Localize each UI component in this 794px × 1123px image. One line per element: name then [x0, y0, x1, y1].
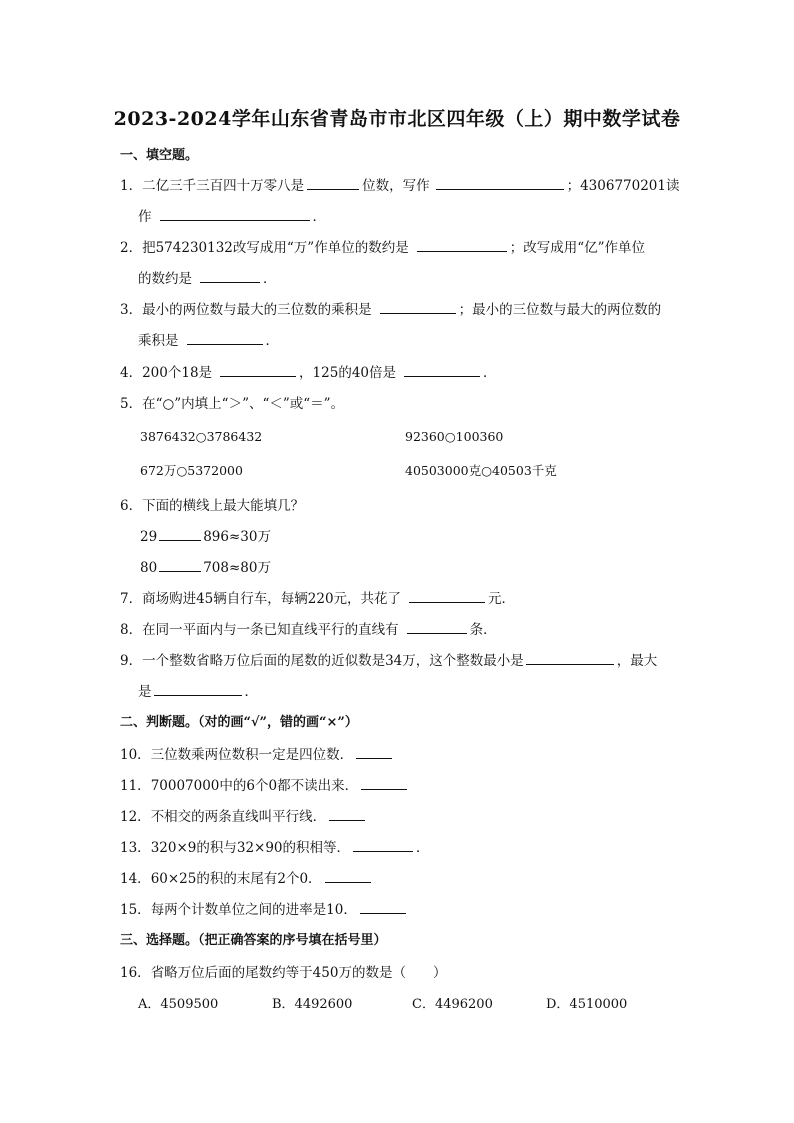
- question-text: 二亿三千三百四十万零八是: [142, 178, 305, 194]
- question-text: 每两个计数单位之间的进率是10．: [150, 902, 357, 918]
- answer-blank[interactable]: [417, 239, 507, 252]
- answer-blank[interactable]: [187, 332, 263, 345]
- approximation: 896≈30万: [203, 529, 271, 545]
- answer-blank[interactable]: [200, 270, 260, 283]
- answer-blank[interactable]: [356, 746, 392, 759]
- approximation: 708≈80万: [203, 560, 271, 576]
- question-text: 商场购进45辆自行车，每辆220元，共花了: [142, 591, 402, 607]
- question-text: 60×25的积的末尾有2个0．: [150, 871, 322, 887]
- answer-blank[interactable]: [380, 301, 456, 314]
- question-8: [120, 621, 497, 639]
- question-text: 省略万位后面的尾数约等于450万的数是（ ）: [150, 965, 447, 981]
- question-text: ．: [263, 271, 277, 287]
- question-11: [120, 777, 410, 795]
- answer-blank[interactable]: [436, 177, 564, 190]
- question-text: ．: [483, 365, 497, 381]
- question-number: 10．: [120, 747, 151, 763]
- question-number: 7．: [120, 591, 143, 607]
- question-text: 三位数乘两位数积一定是四位数．: [150, 747, 354, 763]
- question-1-line-2: [138, 208, 326, 226]
- answer-blank[interactable]: [307, 177, 359, 190]
- question-6-row-1: [140, 528, 271, 546]
- question-text: ．: [312, 209, 326, 225]
- question-number: 13．: [120, 840, 151, 856]
- question-4: [120, 364, 497, 382]
- question-7: [120, 590, 515, 608]
- section-multiple-choice-heading: 三、选择题。（把正确答案的序号填在括号里）: [120, 933, 387, 948]
- question-2-line-2: [138, 270, 277, 288]
- question-text: ；最小的三位数与最大的两位数的: [458, 302, 662, 318]
- exam-title: 2023-2024学年山东省青岛市市北区四年级（上）期中数学试卷: [113, 108, 681, 130]
- question-14: [120, 870, 374, 888]
- answer-blank[interactable]: [329, 808, 365, 821]
- question-6: [120, 497, 304, 515]
- question-number: 9．: [120, 653, 143, 669]
- question-text: 条．: [469, 622, 497, 638]
- question-text: ；4306770201读: [566, 178, 680, 194]
- question-number: 5．: [120, 396, 143, 412]
- question-text: 在“○”内填上“＞”、“＜”或“＝”。: [142, 396, 345, 412]
- question-text: 70007000中的6个0都不读出来．: [150, 778, 359, 794]
- question-text: ．: [416, 840, 430, 856]
- section-true-false-heading: 二、判断题。（对的画“√”，错的画“×”）: [120, 715, 358, 730]
- question-text: 的数约是: [138, 271, 192, 287]
- question-text: 320×9的积与32×90的积相等．: [150, 840, 351, 856]
- question-text: 最小的两位数与最大的三位数的乘积是: [142, 302, 372, 318]
- question-number: 12．: [120, 809, 151, 825]
- question-text: 元．: [488, 591, 516, 607]
- answer-blank[interactable]: [407, 621, 467, 634]
- question-text: ．: [244, 684, 258, 700]
- question-5: [120, 395, 344, 413]
- question-number: 11．: [120, 778, 151, 794]
- section-fill-in-heading: 一、填空题。: [120, 148, 199, 163]
- question-text: 200个18是: [142, 365, 213, 381]
- question-text: ，125的40倍是: [299, 365, 396, 381]
- option-c[interactable]: C．4496200: [412, 997, 493, 1012]
- question-text: ，最大: [616, 653, 658, 669]
- digit-prefix: 29: [140, 529, 158, 545]
- answer-blank[interactable]: [353, 839, 413, 852]
- question-2-line-1: [120, 239, 645, 257]
- question-text: 一个整数省略万位后面的尾数的近似数是34万，这个整数最小是: [142, 653, 524, 669]
- question-9-line-2: [138, 683, 258, 701]
- question-16: [120, 964, 446, 982]
- question-number: 6．: [120, 498, 143, 514]
- comparison-item: 92360○100360: [405, 429, 504, 444]
- question-number: 8．: [120, 622, 143, 638]
- comparison-item: 40503000克○40503千克: [405, 463, 557, 478]
- answer-blank[interactable]: [409, 590, 485, 603]
- digit-prefix: 80: [140, 560, 158, 576]
- answer-blank[interactable]: [361, 777, 407, 790]
- question-13: [120, 839, 430, 857]
- answer-blank[interactable]: [159, 559, 201, 572]
- question-3-line-1: [120, 301, 661, 319]
- question-text: 在同一平面内与一条已知直线平行的直线有: [142, 622, 399, 638]
- question-number: 15．: [120, 902, 151, 918]
- option-a[interactable]: A．4509500: [138, 997, 219, 1012]
- answer-blank[interactable]: [160, 208, 310, 221]
- question-3-line-2: [138, 332, 279, 350]
- question-number: 1．: [120, 178, 143, 194]
- answer-blank[interactable]: [360, 901, 406, 914]
- question-12: [120, 808, 368, 826]
- option-b[interactable]: B．4492600: [272, 997, 353, 1012]
- answer-blank[interactable]: [526, 652, 614, 665]
- question-text: 位数，写作: [362, 178, 430, 194]
- question-text: 下面的横线上最大能填几？: [142, 498, 305, 514]
- answer-blank[interactable]: [154, 683, 242, 696]
- question-6-row-2: [140, 559, 271, 577]
- question-text: ．: [265, 333, 279, 349]
- question-text: 作: [138, 209, 152, 225]
- question-15: [120, 901, 409, 919]
- comparison-item: 3876432○3786432: [140, 429, 263, 444]
- question-number: 16．: [120, 965, 151, 981]
- question-text: 不相交的两条直线叫平行线．: [150, 809, 327, 825]
- answer-blank[interactable]: [404, 364, 480, 377]
- question-9-line-1: [120, 652, 657, 670]
- answer-blank[interactable]: [325, 870, 371, 883]
- answer-blank[interactable]: [159, 528, 201, 541]
- question-1-line-1: [120, 177, 680, 195]
- answer-blank[interactable]: [220, 364, 296, 377]
- question-10: [120, 746, 395, 764]
- comparison-item: 672万○5372000: [140, 463, 243, 478]
- question-text: 把574230132改写成用“万”作单位的数约是: [142, 240, 409, 256]
- option-d[interactable]: D．4510000: [546, 997, 628, 1012]
- question-number: 4．: [120, 365, 143, 381]
- question-text: 是: [138, 684, 152, 700]
- question-number: 14．: [120, 871, 151, 887]
- question-text: 乘积是: [138, 333, 179, 349]
- question-number: 3．: [120, 302, 143, 318]
- question-number: 2．: [120, 240, 143, 256]
- question-text: ；改写成用“亿”作单位: [509, 240, 646, 256]
